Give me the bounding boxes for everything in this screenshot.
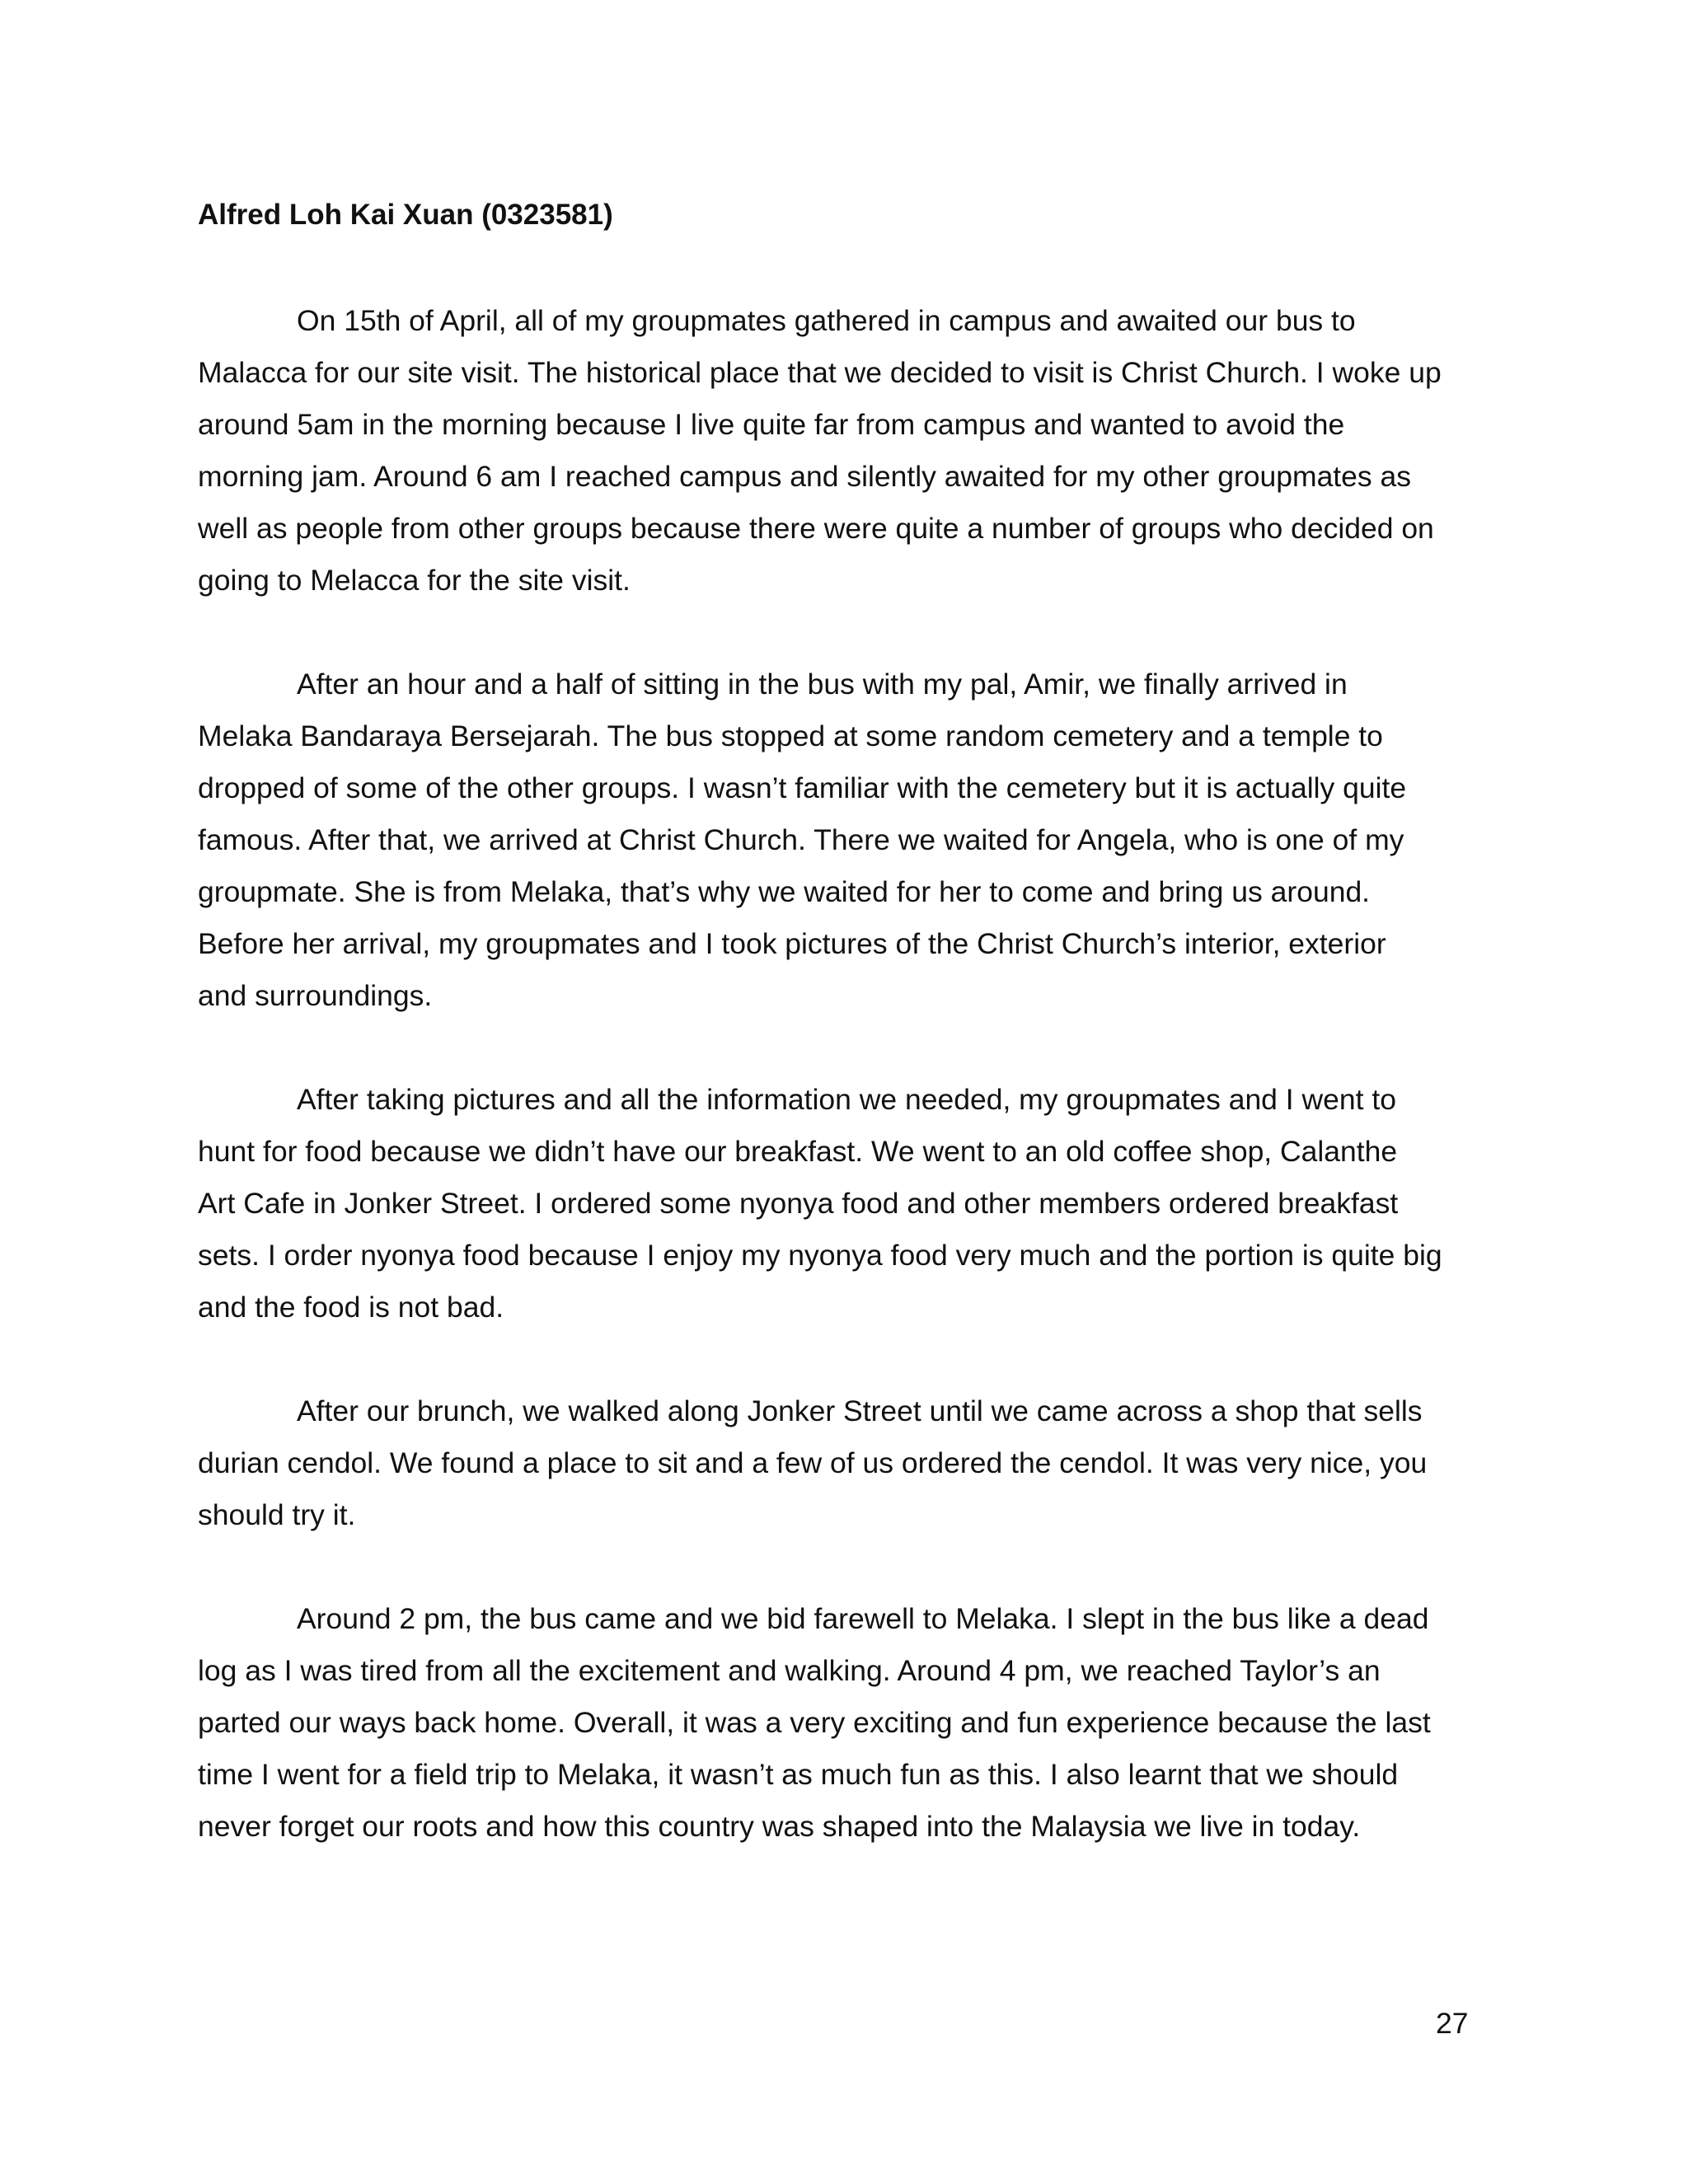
- paragraph-line: around 5am in the morning because I live quite far from campus and wanted to avoid the: [198, 408, 1345, 441]
- paragraph-line: sets. I order nyonya food because I enjoy my nyonya food very much and the portion is quite big: [198, 1239, 1442, 1272]
- paragraph-line: famous. After that, we arrived at Christ Church. There we waited for Angela, who is one of my: [198, 823, 1404, 856]
- paragraph-line: After our brunch, we walked along Jonker Street until we came across a shop that sells: [297, 1394, 1423, 1427]
- paragraph-line: and surroundings.: [198, 979, 433, 1012]
- paragraph-line: Art Cafe in Jonker Street. I ordered some nyonya food and other members ordered breakfast: [198, 1187, 1399, 1220]
- paragraph-line: morning jam. Around 6 am I reached campus and silently awaited for my other groupmates as: [198, 460, 1412, 493]
- paragraph-line: Around 2 pm, the bus came and we bid farewell to Melaka. I slept in the bus like a dead: [297, 1602, 1429, 1635]
- paragraph-line: and the food is not bad.: [198, 1291, 504, 1324]
- paragraph-line: Before her arrival, my groupmates and I took pictures of the Christ Church’s interior, exterior: [198, 927, 1386, 960]
- paragraph-line: never forget our roots and how this country was shaped into the Malaysia we live in today.: [198, 1810, 1361, 1843]
- paragraph-line: Melaka Bandaraya Bersejarah. The bus stopped at some random cemetery and a temple to: [198, 719, 1383, 752]
- paragraph-line: groupmate. She is from Melaka, that’s why we waited for her to come and bring us around.: [198, 875, 1371, 908]
- page-number: 27: [1436, 2007, 1469, 2040]
- paragraph-line: dropped of some of the other groups. I wasn’t familiar with the cemetery but it is actually quite: [198, 771, 1407, 804]
- paragraph-line: time I went for a field trip to Melaka, it wasn’t as much fun as this. I also learnt that we should: [198, 1758, 1399, 1791]
- paragraph-line: After an hour and a half of sitting in the bus with my pal, Amir, we finally arrived in: [297, 668, 1348, 701]
- paragraph-line: log as I was tired from all the excitement and walking. Around 4 pm, we reached Taylor’s an: [198, 1654, 1381, 1687]
- paragraph-line: should try it.: [198, 1498, 356, 1531]
- paragraph-line: going to Melacca for the site visit.: [198, 564, 631, 597]
- paragraph-line: durian cendol. We found a place to sit and a few of us ordered the cendol. It was very nice, you: [198, 1446, 1428, 1479]
- paragraph-line: Malacca for our site visit. The historical place that we decided to visit is Christ Church. I woke up: [198, 356, 1442, 389]
- paragraph-line: parted our ways back home. Overall, it was a very exciting and fun experience because the last: [198, 1706, 1431, 1739]
- paragraph-line: well as people from other groups because there were quite a number of groups who decided on: [198, 512, 1434, 545]
- paragraph-line: After taking pictures and all the information we needed, my groupmates and I went to: [297, 1083, 1396, 1116]
- author-heading: Alfred Loh Kai Xuan (0323581): [198, 199, 613, 231]
- paragraph-line: hunt for food because we didn’t have our breakfast. We went to an old coffee shop, Calanthe: [198, 1135, 1398, 1168]
- paragraph-line: On 15th of April, all of my groupmates gathered in campus and awaited our bus to: [297, 304, 1356, 337]
